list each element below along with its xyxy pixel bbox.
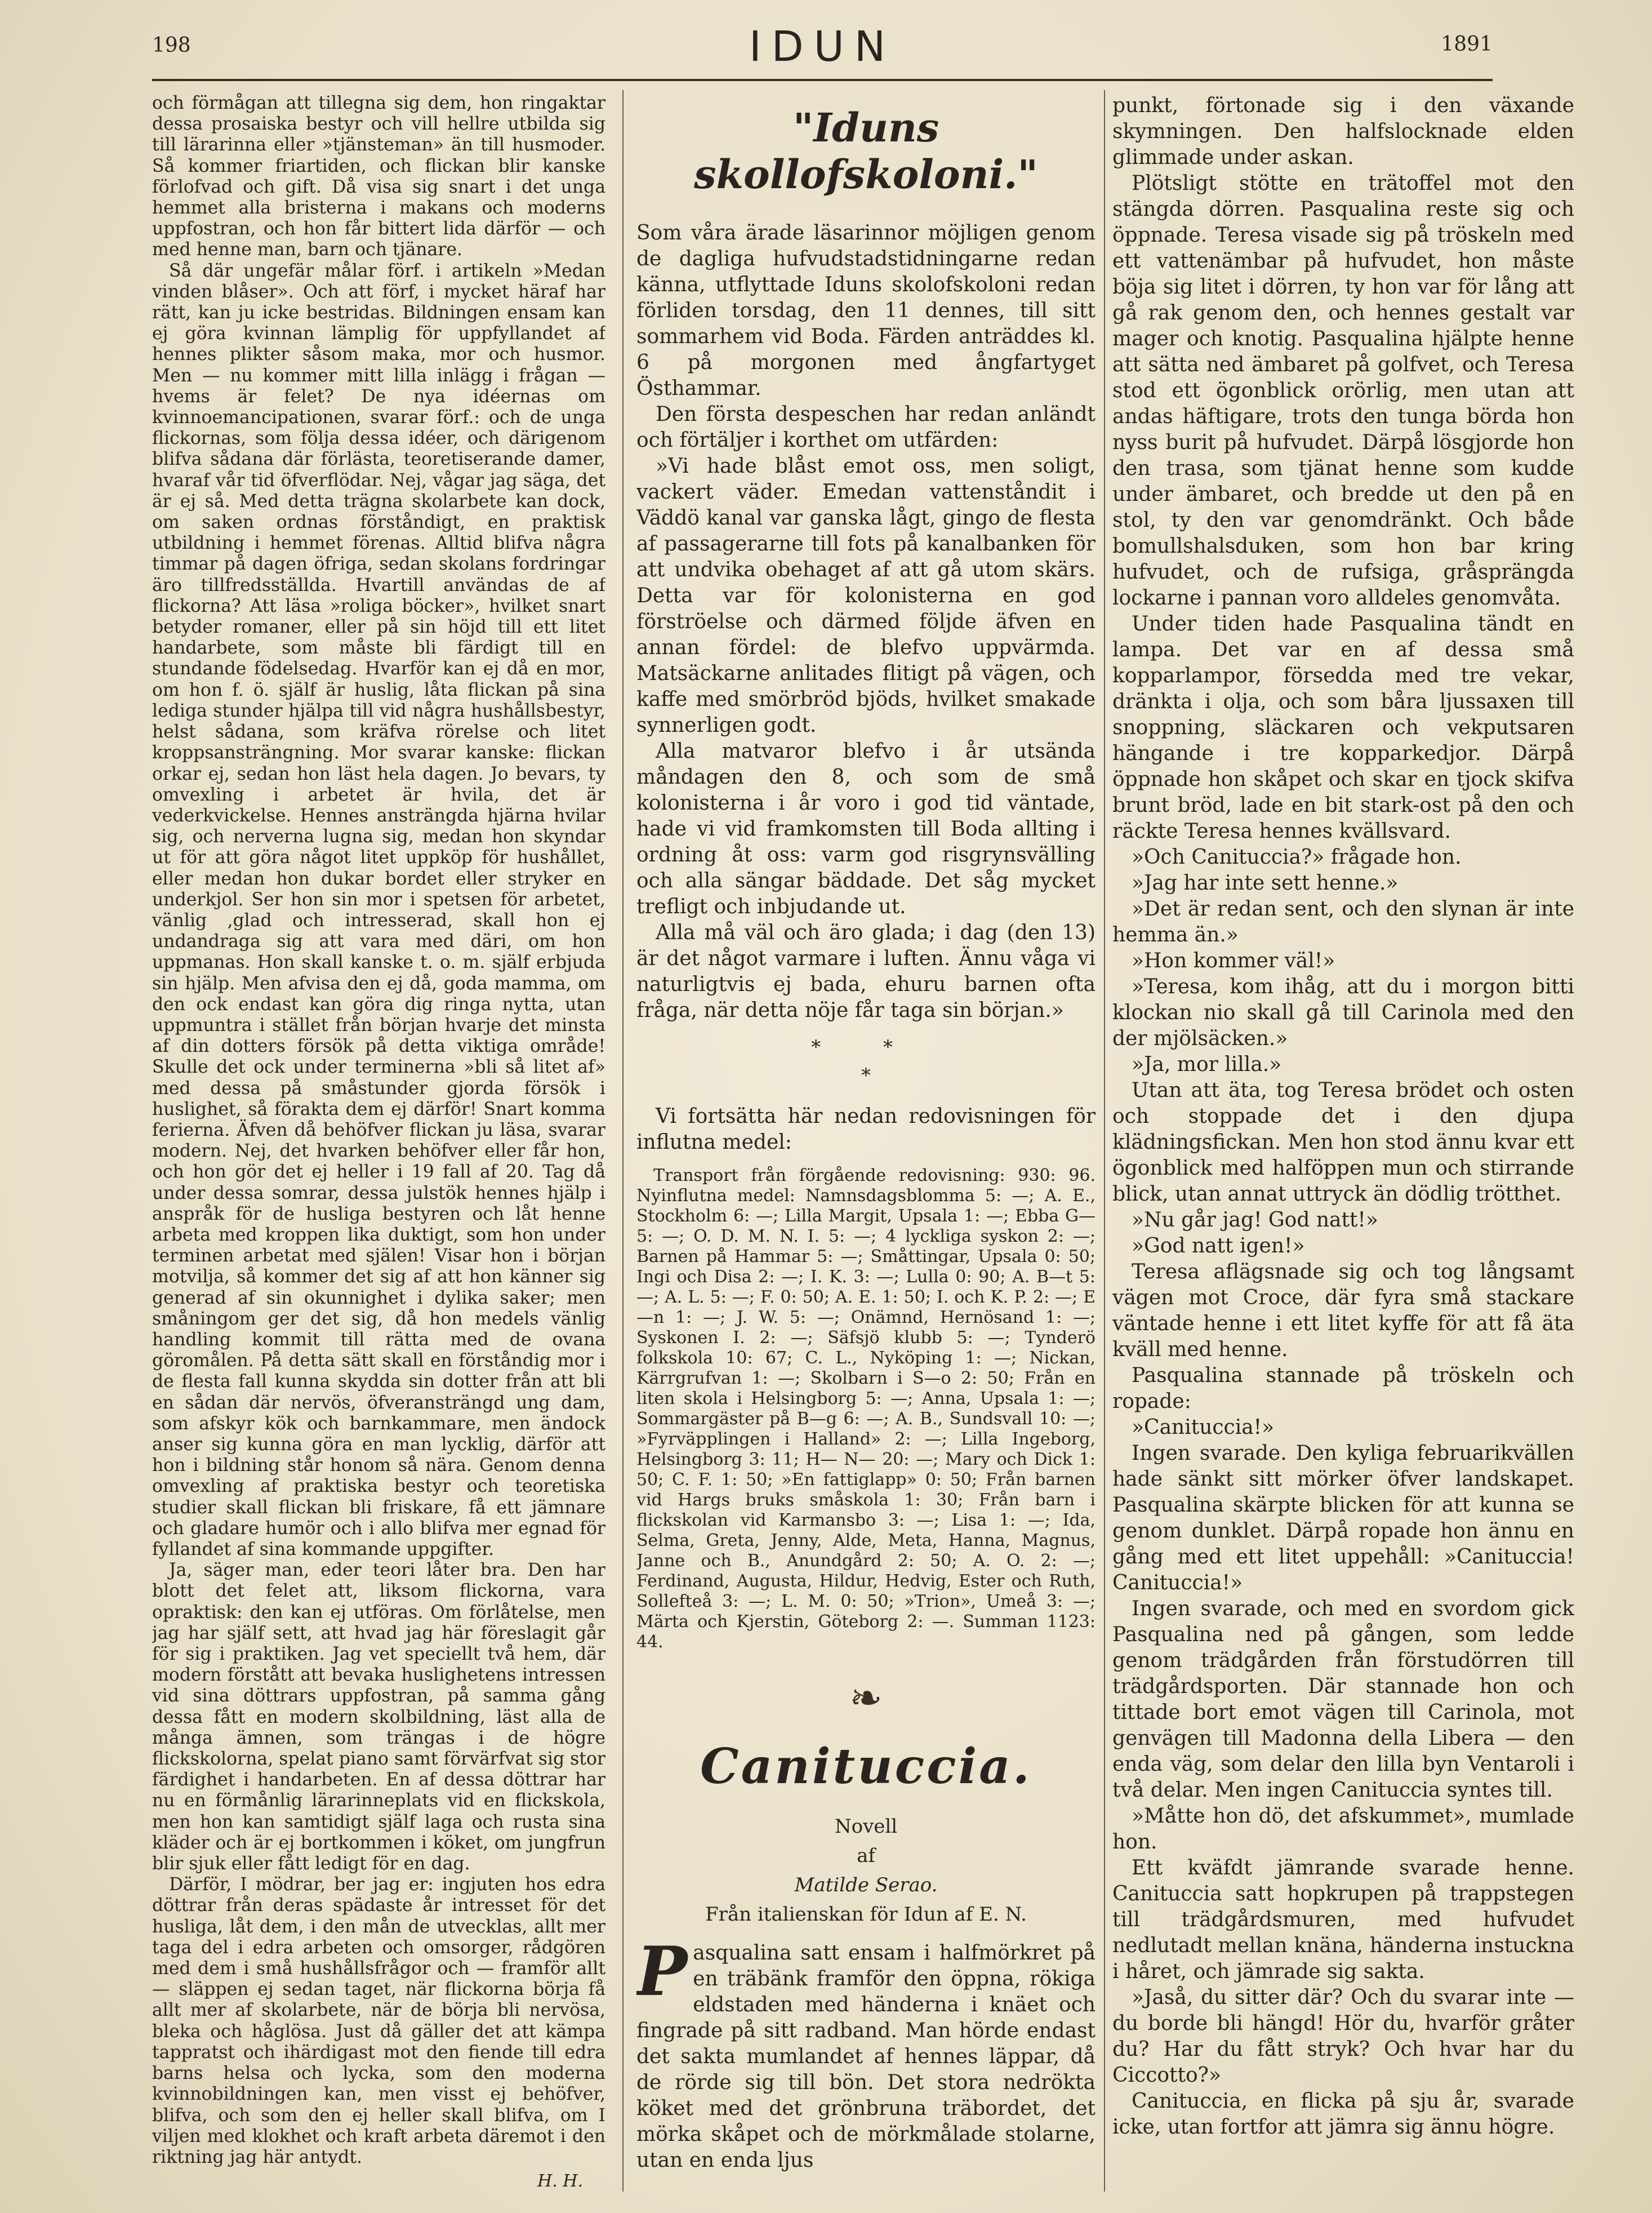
paragraph: »Nu går jag! God natt!» [1132, 1208, 1378, 1232]
donations-list: Transport från förgående redovisning: 930: 96. Nyinflutna medel: Namnsdagsblomma 5: —; A. E., Stockholm 6: —; Lilla Margit, Upsala 1: —; Ebba G— 5: —; O. D. M. N. I. 5: —; 4 lyckliga syskon 2: —; Barnen på Hammar 5: —; Småttingar, Upsala 0: 50; Ingi och Disa 2: —; I. K. 3: —; Lulla 0: 90; A. B—t 5: —; A. L. 5: —; F. 0: 50; A. E. 1: 50; I. och K. P. 2: —; E—n 1: —; J. W. 5: —; Onämnd, Hernösand 1: —; Syskonen I. 2: —; Säfsjö klubb 5: —; Tynderö folkskola 10: 67; C. L., Nyköping 1: —; Nickan, Kärrgrufvan 1: —; Skolbarn i S—o 2: 50; Från en liten skola i Helsingborg 5: —; Anna, Upsala 1: —; Sommargäster på B—g 6: —; A. B., Sundsvall 10: —; »Fyrväpplingen i Halland» 2: —; Lilla Ingeborg, Helsingborg 3: 11; H— N— 20: —; Mary och Dick 1: 50; C. F. 1: 50; »En fattiglapp» 0: 50; Från barnen vid Hargs bruks småskola 1: 30; Från barn i flickskolan vid Karmansbo 3: —; Lisa 1: —; Ida, Selma, Greta, Jenny, Alde, Meta, Hanna, Magnus, Janne och B., Anundgård 2: 50; A. O. 2: —; Ferdinand, Augusta, Hildur, Hedvig, Ester och Ruth, Sollefteå 3: —; L. M. 0: 50; »Trion», Umeå 3: —; Märta och Kjerstin, Göteborg 2: —. Summan 1123: 44. [636, 1166, 1096, 1652]
section-break-star: * [861, 1064, 871, 1087]
section-break-stars: * * [811, 1036, 921, 1059]
paragraph: »Och Canituccia?» frågade hon. [1132, 846, 1462, 869]
paragraph: Canituccia, en flicka på sju år, svarade icke, utan fortfor att jämra sig ännu högre. [1112, 2090, 1574, 2139]
paragraph: Utan att äta, tog Teresa brödet och osten och stoppade det i den djupa klädningsfickan. Men hon stod ännu kvar ett ögonblick med halföppen mun och stirrande blick, utan annat uttryck än dödlig trötthet. [1112, 1079, 1574, 1206]
paragraph: Den första despeschen har redan anländt och förtäljer i korthet om utfärden: [636, 403, 1096, 452]
column-divider [622, 90, 624, 2192]
paragraph: »Ja, mor lilla.» [1132, 1053, 1282, 1076]
paragraph: »God natt igen!» [1132, 1234, 1305, 1257]
header-rule [152, 79, 1493, 81]
paragraph: »Jaså, du sitter där? Och du svarar inte — du borde bli hängd! Hör du, hvarför gråter du? Har du fått stryk? Och hvar har du Ciccotto?» [1112, 1986, 1574, 2087]
paragraph: Därför, I mödrar, ber jag er: ingjuten hos edra döttrar från deras spädaste år intresset för det husliga, låt dem, i den mån de utvecklas, allt mer taga del i edra arbeten och omsorger, rådgören med dem i små hushållsfrågor och — framför allt — släppen ej sedan taget, när flickorna börja få allt mer af skolarbete, när de börja bli nervösa, bleka och håglösa. Just då gäller det att kämpa tappratst och ihärdigast mot den fiende till edra barns helsa och lycka, som den moderna kvinnobildningen kan, men visst ej behöfver, blifva, och som den ej heller skall blifva, om I viljen med klokhet och kraft arbeta däremot i den riktning jag här antydt. [152, 1874, 605, 2167]
year: 1891 [1441, 33, 1493, 56]
column-left [152, 93, 605, 2191]
paragraph: »Vi hade blåst emot oss, men soligt, vackert väder. Emedan vattenståndit i Väddö kanal var ganska lågt, gingo de flesta af passagerarne till fots på kanalbanken för att undvika obehaget af att gå utom skärs. Detta var för kolonisterna en god förströelse och därmed följde äfven en annan fördel: de blefvo uppvärmda. Matsäckarne anlitades flitigt på vägen, och kaffe med smörbröd bjöds, hvilket smakade synnerligen godt. [636, 455, 1096, 737]
column-right [1112, 93, 1574, 2140]
column-divider [1104, 90, 1105, 2192]
column-middle [636, 93, 1096, 2174]
novel-genre: Novell [834, 1815, 898, 1838]
masthead: IDUN [749, 23, 896, 71]
paragraph: »Jag har inte sett henne.» [1132, 872, 1399, 895]
paragraph: Ingen svarade. Den kyliga februarikvällen hade sänkt sitt mörker öfver landskapet. Pasqualina skärpte blicken för att kunna se genom dunklet. Därpå ropade hon ännu en gång med ett litet uppehåll: »Canituccia! Canituccia!» [1112, 1442, 1574, 1594]
dropcap: P [636, 1932, 688, 2011]
report-intro: Vi fortsätta här nedan redovisningen för influtna medel: [636, 1105, 1096, 1154]
paragraph: Ingen svarade, och med en svordom gick Pasqualina ned på gången, som ledde genom trädgården från förstudörren till trädgårdsporten. Där stannade hon och tittade bort emot vägen till Carinola, mot genvägen till Madonna della Libera — den enda väg, som delar den lilla byn Ventaroli i två delar. Men ingen Canituccia syntes till. [1112, 1597, 1574, 1802]
ornament-icon: ❧ [849, 1675, 883, 1721]
paragraph: »Canituccia!» [1132, 1416, 1275, 1439]
paragraph: Som våra ärade läsarinnor möjligen genom de dagliga hufvudstadstidningarne redan känna, utflyttade Iduns skolofskoloni redan förliden torsdag, den 11 dennes, till sitt sommarhem vid Boda. Färden anträddes kl. 6 på morgonen med ångfartyget Östhammar. [636, 221, 1096, 400]
paragraph: »Måtte hon dö, det afskummet», mumlade hon. [1112, 1805, 1574, 1854]
novel-author: Matilde Serao. [794, 1874, 938, 1896]
paragraph: »Teresa, kom ihåg, att du i morgon bitti klockan nio skall gå till Carinola med den der mjölsäcken.» [1112, 975, 1574, 1050]
paragraph: Plötsligt stötte en trätoffel mot den stängda dörren. Pasqualina reste sig och öppnade. Teresa visade sig på tröskeln med ett vattenämbar på hufvudet, hon måste böja sig litet i dörren, ty hon var för lång att gå rak genom den, och hennes gestalt var mager och knotig. Pasqualina hjälpte henne att sätta ned ämbaret på golfvet, och Teresa stod ett ögonblick orörlig, men utan att andas häftigare, trots den tunga börda hon nyss burit på hufvudet. Därpå lösgjorde hon den trasa, som tjänat henne som kudde under ämbaret, och bredde ut den på en stol, ty den var genomdränkt. Och både bomullshalsduken, som hon bar kring hufvudet, och de rufsiga, gråsprängda lockarne i pannan voro alldeles genomvåta. [1112, 172, 1574, 610]
novel-af: af [857, 1845, 875, 1867]
paragraph: Ett kväfdt jämrande svarade henne. Canituccia satt hopkrupen på trappstegen till trädgårdsmuren, med hufvudet nedlutadt mellan knäna, händerna instuckna i håret, och jämrade sig sakta. [1112, 1856, 1574, 1983]
paragraph: punkt, förtonade sig i den växande skymningen. Den halfslocknade elden glimmade under askan. [1112, 94, 1574, 169]
paragraph: Alla matvaror blefvo i år utsända måndagen den 8, och som de små kolonisterna i år voro i god tid väntade, hade vi vid framkomsten till Boda allting i ordning åt oss: varm god risgrynsvälling och alla sängar bäddade. Det såg mycket trefligt och inbjudande ut. [636, 740, 1096, 918]
paragraph: Under tiden hade Pasqualina tändt en lampa. Det var en af dessa små kopparlampor, försedda med tre vekar, dränkta i olja, och som båra ljussaxen till snoppning, släckaren och vekputsaren hängande i tre kopparkedjor. Därpå öppnade hon skåpet och skar en tjock skifva brunt bröd, lade en bit stark-ost på den och räckte Teresa hennes kvällsvard. [1112, 612, 1574, 843]
paragraph: Alla må väl och äro glada; i dag (den 13) är det något varmare i luften. Ännu våga vi naturligtvis ej bada, ehuru barnen ofta fråga, när detta nöje får taga sin början.» [636, 921, 1096, 1022]
paragraph: Så där ungefär målar förf. i artikeln »Medan vinden blåser». Och att förf, i mycket häraf har rätt, kan ju icke bestridas. Bildningen ensam kan ej göra kvinnan lämplig för uppfyllandet af hennes plikter såsom maka, mor och husmor. Men — nu kommer mitt lilla inlägg i frågan — hvems är felet? De nya idéernas om kvinnoemancipationen, svarar förf.: och de unga flickornas, som följa dessa idéer, och därigenom blifva sådana där förlästa, teoretiserande damer, hvaraf vår tid öfverflödar. Nej, vågar jag säga, det är ej så. Med detta trägna skolarbete kan dock, om saken ordnas förståndigt, en praktisk utbildning i hemmet förenas. Alltid blifva några timmar på dagen öfriga, sedan skolans fordringar äro tillfredsställda. Hvartill användas de af flickorna? Att läsa »roliga böcker», hvilket snart betyder romaner, eller på sin höjd till ett litet handarbete, som måste bli färdigt till en stundande födelsedag. Hvarför kan ej då en mor, om hon f. ö. själf är huslig, låta flickan på sina lediga stunder hjälpa till vid några hushållsbestyr, helst sådana, som kräfva rörelse och litet kroppsansträngning. Mor svarar kanske: flickan orkar ej, sedan hon läst hela dagen. Jo bevars, ty omvexling i arbetet är hvila, det är vederkvickelse. Hennes ansträngda hjärna hvilar sig, och nerverna lugna sig, medan hon skyndar ut för att göra något litet uppköp för hushållet, eller medan hon dukar bordet eller stryker en underkjol. Ser hon sin mor i spetsen för arbetet, vänlig ,glad och intresserad, skall hon ej undandraga sig att vara med däri, om hon uppmanas. Hon skall kanske t. o. m. själf erbjuda sin hjälp. Men afvisa den ej då, goda mamma, om den ock endast kan göra dig ringa nytta, utan uppmuntra i stället från början hvarje det minsta af din dotters försök på detta viktiga område! Skulle det ock under terminerna »bli så litet af» med dessa på småstunder gjorda försök i huslighet, så förakta dem ej därför! Snart komma ferierna. Äfven då behöfver flickan ju läsa, svarar modern. Nej, det hvarken behöfver eller får hon, och hon gör det ej heller i 19 fall af 20. Tag då under dessa somrar, dessa julstök hennes hjälp i anspråk för de husliga bestyren och låt henne arbeta med kroppen lika duktigt, som hon under terminen arbetat med själen! Visar hon i början motvilja, så kommer det sig af att hon känner sig generad af sin okunnighet i dylika saker; men småningom ger det sig, då hon medels vänlig handling kommit till rätta med de ovana göromålen. På detta sätt skall en förståndig mor i de flesta fall kunna skydda sin dotter från att bli en sådan där nervös, öfveransträngd ung dam, som afskyr kök och barnkammare, men ändock anser sig kunna göra en man lycklig, därför att hon i bildning står honom så nära. Genom denna omvexling af praktiska bestyr och teoretiska studier skall flickan bli friskare, få ett jämnare och gladare humör och i allo blifva mer egnad för fyllandet af sina kommande uppgifter. [152, 260, 605, 1560]
novel-opening: asqualina satt ensam i halfmörkret på en träbänk framför den öppna, rökiga eldstaden med händerna i knäet och fingrade på sitt radband. Man hörde endast det sakta mumlandet af hennes läppar, då de rörde sig till bön. Det stora nedrökta köket med det grönbruna träbordet, det mörka skåpet och de mörkmålade stolarne, utan en enda ljus [636, 1941, 1096, 2172]
paragraph: Ja, säger man, eder teori låter bra. Den har blott det felet att, liksom flickorna, vara opraktisk: den kan ej utföras. Om förlåtelse, men jag har själf sett, att hvad jag här föreslagit går för sig i praktiken. Jag vet speciellt två hem, där modern förstått att bevaka huslighetens intressen vid sina döttrars uppfostran, på samma gång dessa fått en modern skolbildning, läst alla de många ämnen, som trängas i de högre flickskolorna, spelat piano samt förvärfvat sig stor färdighet i handarbeten. En af dessa döttrar har nu en förmånlig lärarinneplats vid en flickskola, men hon kan samtidigt själf laga och rusta sina kläder och är ej bortkommen i köket, om jungfrun blir sjuk eller fått ledigt för en dag. [152, 1560, 605, 1874]
novel-translation: Från italienskan för Idun af E. N. [705, 1903, 1027, 1926]
paragraph: »Hon kommer väl!» [1132, 949, 1335, 972]
paragraph: »Det är redan sent, och den slynan är inte hemma än.» [1112, 897, 1574, 946]
page-number: 198 [152, 34, 191, 57]
section-title: "Iduns skollofskoloni." [694, 104, 1038, 198]
paragraph: Teresa aflägsnade sig och tog långsamt vägen mot Croce, där fyra små stackare väntade henne i ett litet kyffe för att få äta kväll med henne. [1112, 1260, 1574, 1361]
novel-title: Canituccia. [700, 1738, 1032, 1795]
paragraph: och förmågan att tillegna sig dem, hon ringaktar dessa prosaiska bestyr och vill hellre utbilda sig till lärarinna eller »tjänsteman» än till husmoder. Så kommer friartiden, och flickan blir kanske förlofvad och gift. Då visa sig snart i det unga hemmet alla bristerna i makans och moderns uppfostran, och hon får bittert lida därför — och med henne man, barn och tjänare. [152, 93, 605, 260]
page-header [152, 23, 1493, 79]
signature: H. H. [537, 2171, 583, 2192]
paragraph: Pasqualina stannade på tröskeln och ropade: [1112, 1364, 1574, 1413]
